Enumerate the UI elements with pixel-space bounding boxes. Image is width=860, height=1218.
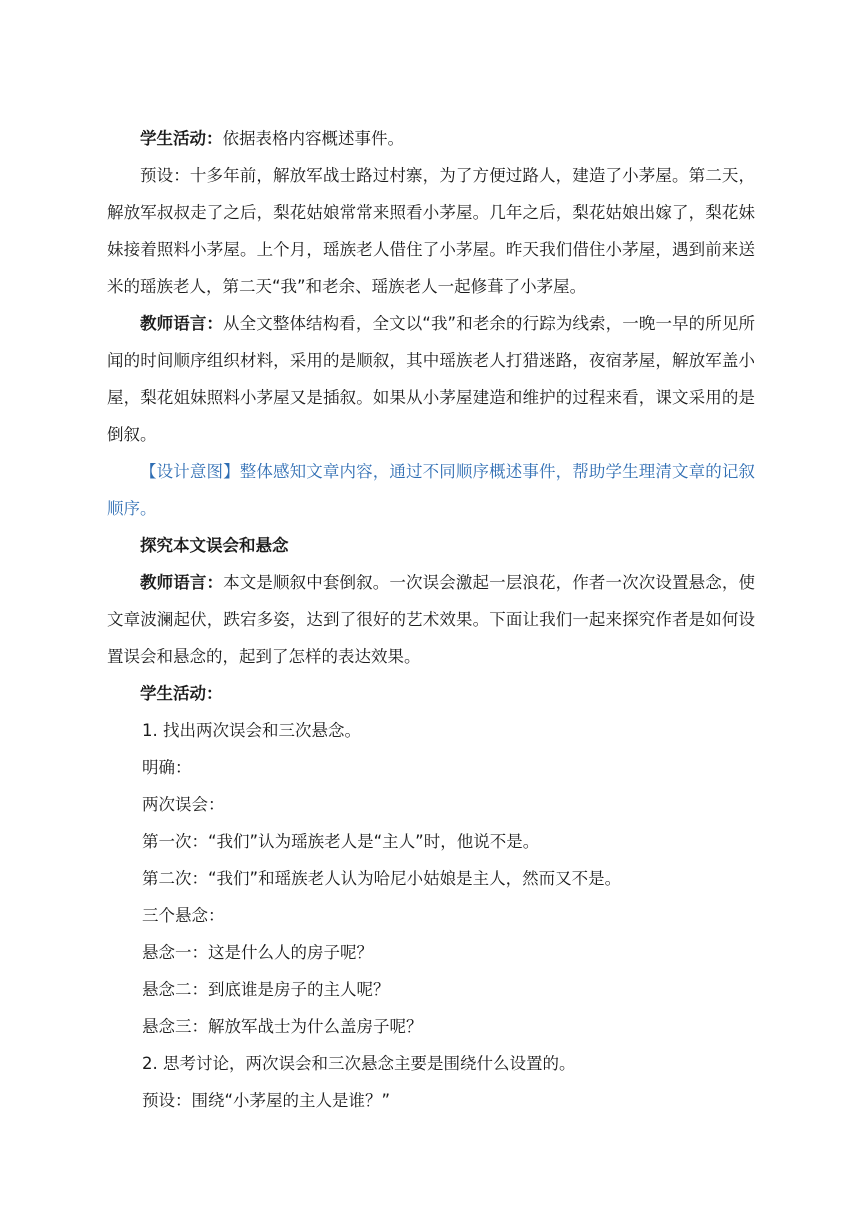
text: 本文是顺叙中套倒叙。一次误会激起一层浪花，作者一次次设置悬念，使文章波澜起伏，跌宕多姿，达到了很好的艺术效果。下面让我们一起来探究作者是如何设置误会和悬念的，起到了怎样的表达效果。 [107,573,755,666]
text: 【设计意图】整体感知文章内容，通过不同顺序概述事件，帮助学生理清文章的记叙顺序。 [107,462,755,518]
label-student-activity: 学生活动： [140,684,223,703]
list-item: 两次误会： [142,795,225,814]
list-item: 第一次：“我们”认为瑶族老人是“主人”时，他说不是。 [142,832,540,851]
paragraph-preset-events [107,157,755,305]
section-heading [107,527,755,564]
list-item: 悬念一：这是什么人的房子呢？ [142,943,373,962]
heading-text: 探究本文误会和悬念 [140,536,289,555]
list-item: 2. 思考讨论，两次误会和三次悬念主要是围绕什么设置的。 [142,1054,576,1073]
document-page [107,120,755,1119]
list-item: 悬念三：解放军战士为什么盖房子呢？ [142,1017,423,1036]
list-item: 三个悬念： [142,906,225,925]
paragraph-teacher-language-1 [107,305,755,453]
list-item: 悬念二：到底谁是房子的主人呢？ [142,980,390,999]
list-item: 1. 找出两次误会和三次悬念。 [142,721,361,740]
paragraph-student-activity-2 [107,675,755,712]
text: 从全文整体结构看，全文以“我”和老余的行踪为线索，一晚一早的所见所闻的时间顺序组织材料，采用的是顺叙，其中瑶族老人打猎迷路，夜宿茅屋，解放军盖小屋，梨花姐妹照料小茅屋又是插叙。如果从小茅屋建造和维护的过程来看，课文采用的是倒叙。 [107,314,755,444]
label-student-activity: 学生活动： [140,129,223,148]
list-item: 明确： [142,758,192,777]
list-item: 预设：围绕“小茅屋的主人是谁？” [142,1091,391,1110]
paragraph-student-activity-1 [107,120,755,157]
list-item: 第二次：“我们”和瑶族老人认为哈尼小姑娘是主人，然而又不是。 [142,869,622,888]
text: 预设：十多年前，解放军战士路过村寨，为了方便过路人，建造了小茅屋。第二天，解放军叔叔走了之后，梨花姑娘常常来照看小茅屋。几年之后，梨花姑娘出嫁了，梨花妹妹接着照料小茅屋。上个月，瑶族老人借住了小茅屋。昨天我们借住小茅屋，遇到前来送米的瑶族老人，第二天“我”和老余、瑶族老人一起修葺了小茅屋。 [107,166,755,296]
label-teacher-language: 教师语言： [140,573,224,592]
label-teacher-language: 教师语言： [140,314,224,333]
paragraph-teacher-language-2 [107,564,755,675]
paragraph-design-intent [107,453,755,527]
text: 依据表格内容概述事件。 [222,129,404,148]
